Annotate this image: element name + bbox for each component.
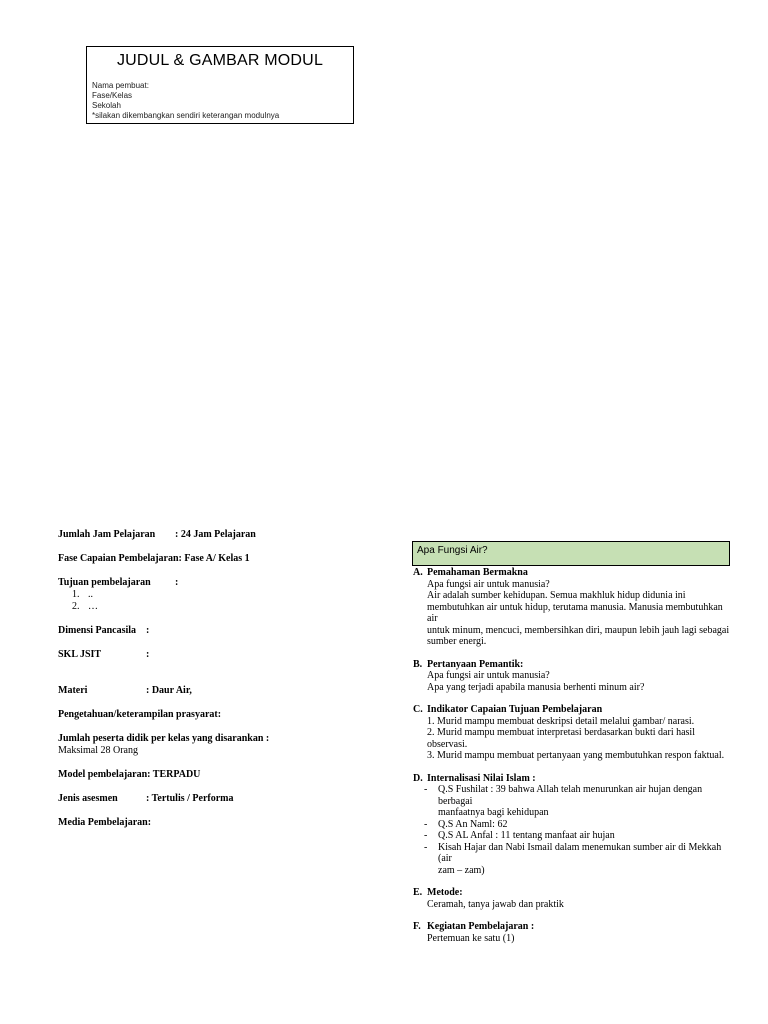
jumlah-peserta-row — [58, 733, 378, 745]
skl-label: SKL JSIT — [58, 649, 102, 660]
section-c-title: Indikator Capaian Tujuan Pembelajaran — [427, 704, 603, 715]
jumlah-peserta-value: Maksimal 28 Orang — [58, 745, 138, 756]
jenis-asesmen-label: Jenis asesmen — [58, 793, 118, 804]
section-b-title: Pertanyaan Pemantik: — [427, 658, 524, 670]
meta-fase-kelas: Fase/Kelas — [92, 91, 133, 100]
list-item: 2. … — [72, 601, 98, 612]
module-info-column — [58, 529, 378, 829]
section-e-body: Ceramah, tanya jawab dan praktik — [427, 898, 564, 910]
module-title: JUDUL & GAMBAR MODUL — [116, 52, 324, 69]
list-item: - Kisah Hajar dan Nabi Ismail dalam menemukan sumber air di Mekkah (air zam – zam) — [424, 841, 722, 876]
section-a-title: Pemahaman Bermakna — [427, 567, 528, 578]
list-item: - Q.S AL Anfal : 11 tentang manfaat air hujan — [424, 830, 615, 841]
section-c-body: 1. Murid mampu membuat deskripsi detail melalui gambar/ narasi. 2. Murid mampu membuat interpretasi berdasarkan bukti dari hasil observasi. 3. Murid mampu membuat pertanyaan yang membutuhkan respon faktual. — [427, 715, 725, 761]
pengetahuan-row — [58, 709, 378, 721]
jumlah-jam-row — [58, 529, 378, 541]
section-b-body: Apa fungsi air untuk manusia? Apa yang terjadi apabila manusia berhenti minum air? — [427, 670, 645, 693]
tujuan-row — [58, 577, 378, 589]
model-pembelajaran: Model pembelajaran: TERPADU — [58, 769, 201, 780]
materi-value: : Daur Air, — [146, 685, 192, 696]
section-d-title: Internalisasi Nilai Islam : — [427, 772, 536, 784]
jenis-asesmen-value: : Tertulis / Performa — [146, 793, 234, 804]
section-c: C. Indikator Capaian Tujuan Pembelajaran 1. Murid mampu membuat deskripsi detail melalui gambar/ narasi. 2. Murid mampu membuat interpretasi berdasarkan bukti dari hasil observasi. 3. Murid mampu membuat pertanyaan yang membutuhkan respon faktual. — [412, 704, 732, 762]
section-d: D. Internalisasi Nilai Islam : - Q.S Fushilat : 39 bahwa Allah telah menurunkan air hujan dengan berbagai manfaatnya bagi kehidupan - Q.S An Naml: 62 - Q.S AL Anfal : 11 tentang manfaat air hujan - Kisah Hajar dan Nabi Ismail dalam menemukan sumber air di Mekkah (air zam – zam) — [412, 773, 732, 877]
module-title-box — [86, 46, 354, 124]
jumlah-jam-value: : 24 Jam Pelajaran — [175, 529, 256, 540]
tujuan-list — [58, 589, 378, 613]
list-item: 1. .. — [72, 589, 93, 600]
jumlah-peserta-value-row — [58, 745, 378, 757]
meta-sekolah: Sekolah — [92, 101, 121, 110]
materi-label: Materi — [58, 685, 88, 696]
tujuan-colon: : — [175, 577, 179, 588]
model-row — [58, 769, 378, 781]
list-item: - Q.S An Naml: 62 — [424, 818, 508, 830]
dimensi-colon: : — [146, 625, 150, 636]
skl-row — [58, 649, 378, 661]
media-pembelajaran: Media Pembelajaran: — [58, 817, 152, 828]
fase-capaian: Fase Capaian Pembelajaran: Fase A/ Kelas 1 — [58, 553, 250, 564]
meta-note: *silakan dikembangkan sendiri keterangan modulnya — [92, 111, 280, 120]
section-header: Apa Fungsi Air? — [412, 541, 730, 566]
section-e-title: Metode: — [427, 887, 463, 898]
jumlah-peserta-label: Jumlah peserta didik per kelas yang disarankan : — [58, 733, 270, 744]
skl-colon: : — [146, 649, 150, 660]
media-row — [58, 817, 378, 829]
section-e: E. Metode: Ceramah, tanya jawab dan praktik — [412, 887, 732, 910]
jenis-asesmen-row — [58, 793, 378, 805]
dimensi-row — [58, 625, 378, 637]
materi-row — [58, 685, 378, 697]
section-a: A. Pemahaman Bermakna Apa fungsi air untuk manusia? Air adalah sumber kehidupan. Semua makhluk hidup didunia ini membutuhkan air untuk hidup, terutama manusia. Manusia membutuhkan air untuk minum, mencuci, membersihkan diri, maupun lebih jauh lagi sebagai sumber energi. — [412, 567, 732, 648]
fase-capaian-row — [58, 553, 378, 565]
section-f-title: Kegiatan Pembelajaran : — [427, 921, 535, 932]
pengetahuan-label: Pengetahuan/keterampilan prasyarat: — [58, 709, 222, 720]
lesson-content-column — [412, 541, 732, 944]
section-f-body: Pertemuan ke satu (1) — [427, 932, 515, 944]
section-a-body: Apa fungsi air untuk manusia? Air adalah sumber kehidupan. Semua makhluk hidup didunia ini membutuhkan air untuk hidup, terutama manusia. Manusia membutuhkan air untuk minum, mencuci, membersihkan diri, maupun lebih jauh lagi sebagai sumber energi. — [427, 578, 730, 647]
jumlah-jam-label: Jumlah Jam Pelajaran — [58, 529, 156, 540]
section-b: B. Pertanyaan Pemantik: Apa fungsi air untuk manusia? Apa yang terjadi apabila manusia berhenti minum air? — [412, 659, 732, 694]
section-f: F. Kegiatan Pembelajaran : Pertemuan ke satu (1) — [412, 921, 732, 944]
module-meta — [92, 81, 279, 121]
list-item: - Q.S Fushilat : 39 bahwa Allah telah menurunkan air hujan dengan berbagai manfaatnya bagi kehidupan — [424, 784, 703, 818]
tujuan-label: Tujuan pembelajaran — [58, 577, 151, 588]
meta-nama-pembuat: Nama pembuat: — [92, 81, 149, 90]
dimensi-label: Dimensi Pancasila — [58, 625, 137, 636]
